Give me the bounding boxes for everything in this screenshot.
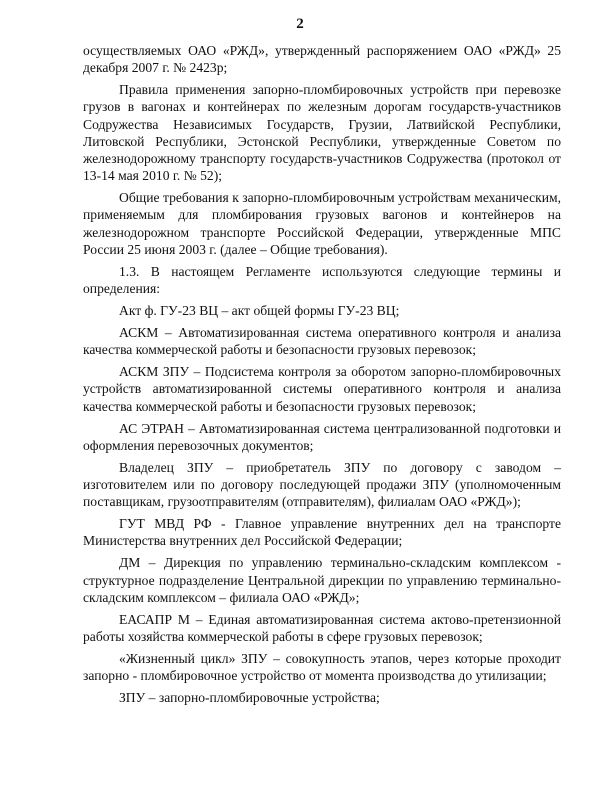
term-zpu: ЗПУ – запорно-пломбировочные устройства;	[119, 690, 380, 706]
document-body	[83, 42, 561, 711]
term-easapr-m: ЕАСАПР М – Единая автоматизированная система актово-претензионной работы хозяйства коммерческой работы в сфере грузовых перевозок;	[83, 611, 561, 645]
page-number: 2	[296, 16, 304, 32]
paragraph-section-1-3: 1.3. В настоящем Регламенте используются следующие термины и определения:	[83, 263, 561, 297]
term-askm-zpu: АСКМ ЗПУ – Подсистема контроля за оборотом запорно-пломбировочных устройств автоматизированной системы оперативного контроля и анализа качества коммерческой работы и безопасности грузовых перевозок;	[83, 364, 561, 414]
term-life-cycle: «Жизненный цикл» ЗПУ – совокупность этапов, через которые проходит запорно - пломбировочное устройство от момента производства до утилизации;	[83, 651, 561, 684]
term-dm: ДМ – Дирекция по управлению терминально-складским комплексом - структурное подразделение Центральной дирекции по управлению терминально-складским комплексом – филиала ОАО «РЖД»;	[83, 555, 561, 605]
paragraph-general-requirements: Общие требования к запорно-пломбировочным устройствам механическим, применяемым для пломбирования грузовых вагонов и контейнеров на железнодорожном транспорте Российской Федерации, утвержденные МПС России 25 июня 2003 г. (далее – Общие требования).	[83, 190, 561, 257]
term-gut-mvd: ГУТ МВД РФ - Главное управление внутренних дел на транспорте Министерства внутренних дел Российской Федерации;	[83, 516, 561, 549]
term-zpu-owner: Владелец ЗПУ – приобретатель ЗПУ по договору с заводом – изготовителем или по договору последующей продажи ЗПУ (уполномоченным поставщикам, грузоотправителям (отправителям), филиалам ОАО «РЖД»);	[83, 459, 561, 510]
term-askm: АСКМ – Автоматизированная система оперативного контроля и анализа качества коммерческой работы и безопасности грузовых перевозок;	[83, 325, 561, 358]
term-as-etran: АС ЭТРАН – Автоматизированная система централизованной подготовки и оформления перевозочных документов;	[83, 420, 561, 453]
paragraph-order-reference: осуществляемых ОАО «РЖД», утвержденный распоряжением ОАО «РЖД» 25 декабря 2007 г. № 2423р;	[83, 43, 561, 76]
paragraph-rules-sng: Правила применения запорно-пломбировочных устройств при перевозке грузов в вагонах и контейнерах по железным дорогам государств-участников Содружества Независимых Государств, Грузии, Латвийской Республики, Литовской Республики, Эстонской Республики, утвержденные Советом по железнодорожному транспорту государств-участников Содружества (протокол от 13-14 мая 2010 г. № 52);	[83, 82, 561, 184]
term-act-gu23: Акт ф. ГУ-23 ВЦ – акт общей формы ГУ-23 ВЦ;	[119, 303, 400, 319]
